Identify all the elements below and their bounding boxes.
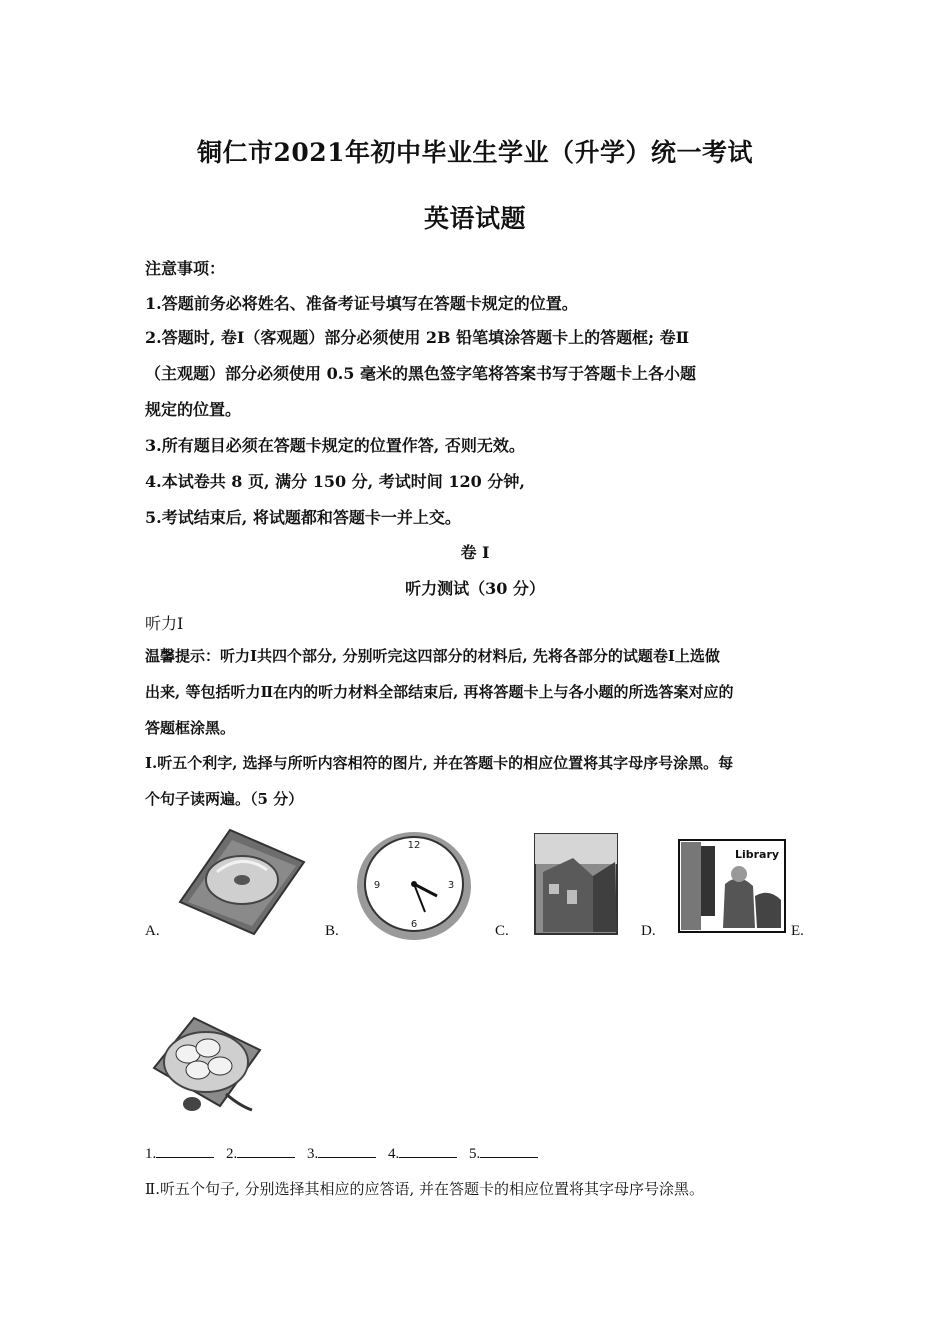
question-line: I.听五个利字, 选择与所听内容相符的图片, 并在答题卡的相应位置将其字母序号涂黑。每 bbox=[145, 754, 734, 772]
svg-text:3: 3 bbox=[447, 880, 455, 891]
answer-blank-3[interactable] bbox=[318, 1143, 376, 1158]
svg-text:6: 6 bbox=[410, 919, 418, 930]
library-picture bbox=[677, 836, 787, 934]
blank-number: 1. bbox=[145, 1146, 157, 1162]
option-label-c: C. bbox=[495, 923, 509, 939]
clock-picture bbox=[353, 826, 475, 944]
notes-heading: 注意事项： bbox=[145, 259, 226, 278]
answer-blank-5[interactable] bbox=[480, 1143, 538, 1158]
note-line: 2.答题时, 卷Ⅰ（客观题）部分必须使用 2B 铅笔填涂答题卡上的答题框; 卷Ⅱ bbox=[145, 328, 690, 347]
tip-line: 温馨提示：听力Ⅰ共四个部分, 分别听完这四部分的材料后, 先将各部分的试题卷Ⅰ上选做 bbox=[145, 647, 720, 665]
svg-text:9: 9 bbox=[373, 880, 381, 891]
tip-line: 出来, 等包括听力Ⅱ在内的听力材料全部结束后, 再将答题卡上与各小题的所选答案对应的 bbox=[145, 683, 734, 701]
blank-number: 2. bbox=[226, 1146, 238, 1162]
note-line: （主观题）部分必须使用 0.5 毫米的黑色签字笔将答案书写于答题卡上各小题 bbox=[145, 364, 696, 383]
note-line: 5.考试结束后, 将试题都和答题卡一并上交。 bbox=[145, 508, 461, 527]
answer-blank-2[interactable] bbox=[237, 1143, 295, 1158]
section-heading: 听力测试（30 分） bbox=[405, 579, 545, 598]
question-line: 个句子读两遍。（5 分） bbox=[145, 790, 304, 808]
answer-blanks bbox=[145, 1143, 546, 1163]
question-2-line: Ⅱ.听五个句子, 分别选择其相应的应答语, 并在答题卡的相应位置将其字母序号涂黑。 bbox=[145, 1180, 705, 1198]
blank-number: 3. bbox=[307, 1146, 319, 1162]
dumplings-picture bbox=[148, 1010, 266, 1120]
option-label-e: E. bbox=[791, 923, 804, 939]
option-label-a: A. bbox=[145, 923, 160, 939]
blank-number: 4. bbox=[388, 1146, 400, 1162]
volume-heading: 卷 I bbox=[460, 543, 490, 562]
street-photo-picture bbox=[533, 832, 619, 936]
note-line: 规定的位置。 bbox=[145, 400, 242, 419]
svg-text:12: 12 bbox=[407, 840, 421, 851]
option-label-b: B. bbox=[325, 923, 339, 939]
cd-book-picture bbox=[172, 822, 312, 938]
note-line: 1.答题前务必将姓名、准备考证号填写在答题卡规定的位置。 bbox=[145, 294, 578, 313]
part-heading: 听力Ⅰ bbox=[145, 614, 184, 633]
option-label-d: D. bbox=[641, 923, 656, 939]
answer-blank-1[interactable] bbox=[156, 1143, 214, 1158]
answer-blank-4[interactable] bbox=[399, 1143, 457, 1158]
exam-subtitle: 英语试题 bbox=[423, 204, 526, 233]
library-sign-text: Library bbox=[734, 848, 780, 861]
note-line: 3.所有题目必须在答题卡规定的位置作答, 否则无效。 bbox=[145, 436, 525, 455]
note-line: 4.本试卷共 8 页, 满分 150 分, 考试时间 120 分钟, bbox=[145, 472, 525, 491]
exam-title: 铜仁市2021年初中毕业生学业（升学）统一考试 bbox=[196, 138, 754, 167]
tip-line: 答题框涂黑。 bbox=[145, 719, 236, 737]
blank-number: 5. bbox=[469, 1146, 481, 1162]
